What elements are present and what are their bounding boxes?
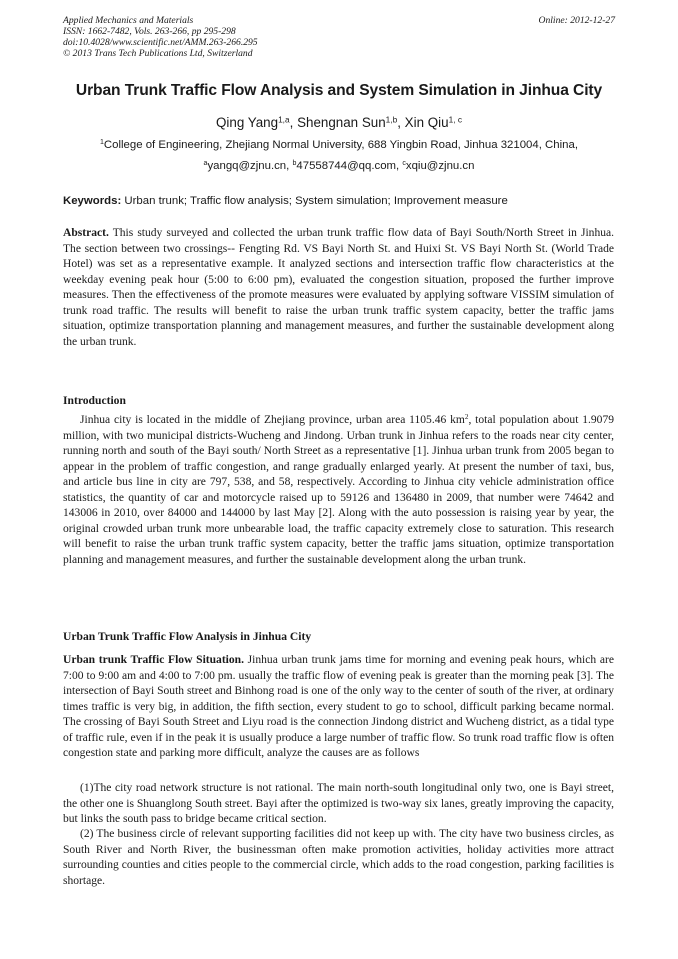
author-sup: 1,a [278, 114, 290, 125]
doi-line: doi:10.4028/www.scientific.net/AMM.263-266.295 [63, 37, 258, 48]
author-name: Qing Yang [216, 115, 279, 130]
keywords-text: Urban trunk; Traffic flow analysis; System simulation; Improvement measure [121, 195, 508, 207]
author-sup: 1,b [385, 114, 398, 125]
keywords [63, 195, 623, 207]
email-list: $^a$yangq@zjnu.cn, $^b$47558744@qq.com, $^c$xqiu@zjnu.cn [203, 160, 475, 172]
affiliation-text: College of Engineering, Zhejiang Normal University, 688 Yingbin Road, Jinhua 321004, China, [103, 139, 578, 151]
author-sup: 1, c [448, 114, 462, 125]
author-separator: , [397, 115, 405, 130]
intro-paragraph [63, 413, 614, 568]
email-sup: c [402, 160, 406, 168]
running-header [63, 15, 615, 59]
intro-text-cont: , total population about 1.9079 million, with two municipal districts-Wucheng and Jindong. Urban trunk in Jinhua refers to the roads near city center, running north and south of the Bayi south/ North Street as a representative [1]. Jinhua urban trunk from 2005 began to appear in the problem of traffic congestion, and range gradually enlarged yearly. At present the number of taxi, bus, and article bus line in city are 797, 538, and 58, respectively. According to Jinhua city vehicle administration office statistics, the quantity of car and motorcycle raised up to 59126 and 136480 in 2009, that number were 74642 and 143006 in 2010, over 84000 and 144000 by last May [2]. Along with the auto possession is raising year by year, the original crowded urban trunk more unbearable load, the traffic capacity extremely close to saturation. This research will benefit to raise the urban trunk traffic system capacity, better the traffic jams situation, optimize transportation planning and management measures, and further the sustainable development along the urban trunk. [63, 414, 614, 566]
author-list [40, 115, 638, 130]
area-unit-sup: 2 [464, 413, 469, 422]
affiliation [40, 139, 638, 151]
affiliation-sup: 1 [100, 139, 104, 147]
keywords-label: Keywords: [63, 195, 122, 207]
section-heading-introduction: Introduction [63, 394, 126, 407]
analysis-text: Jinhua urban trunk jams time for morning and evening peak hours, which are 7:00 to 9:00 am and 4:00 to 7:00 pm. usually the traffic flow of evening peak is greater than the morning peak [3]. The intersection of Bayi South street and Binhong road is one of the only way to the center of south of the river, at ordinary times traffic is very big, in addition, the fifth section, every student to go to school, difficult parking became normal. The crossing of Bayi South Street and Liyu road is the connection Jindong district and Wucheng district, as a tidal type of traffic rule, even if in the peak it is usually produce a large number of traffic flow. So trunk road traffic flow is often congestion state and parking more difficult, analyze the causes are as follows [63, 654, 614, 760]
abstract-label: Abstract. [63, 227, 109, 239]
cause-item-2: (2) The business circle of relevant supporting facilities did not keep up with. The city have two business circles, as South River and North River, the businessman often make promotion activities, holiday activities more attract surrounding counties and cities people to the commercial circle, which adds to the road congestion, parking facilities is shortage. [63, 828, 614, 887]
copyright-line: © 2013 Trans Tech Publications Ltd, Switzerland [63, 48, 253, 59]
author-name: Shengnan Sun [297, 115, 386, 130]
online-date: Online: 2012-12-27 [538, 15, 615, 26]
analysis-paragraph [63, 653, 614, 762]
abstract-text: This study surveyed and collected the urban trunk traffic flow data of Bayi South/North Street in Jinhua. The section between two crossings-- Fengting Rd. VS Bayi North St. and Huixi St. VS Bayi North St. (World Trade Hotel) was set as a representative example. It analyzed sections and intersection traffic flow characteristics at the weekday evening peak hour (5:00 to 6:00 pm), evaluated the congestion situation, proposed the further improve measures. Then the effectiveness of the promote measures were evaluated by applying software VISSIM simulation of trunk road traffic. The results will benefit to raise the urban trunk traffic system capacity, better the traffic jams situation, optimize transportation planning and management measures, and further the sustainable development along the urban trunk. [63, 227, 614, 348]
cause-item-1: (1)The city road network structure is not rational. The main north-south longitudinal only two, one is Bayi street, the other one is Shuanglong South street. Bayi after the optimized is two-way six lanes, greatly improving the capacity, but links the south pass to bridge became critical section. [63, 782, 614, 826]
run-in-heading: Urban trunk Traffic Flow Situation. [63, 654, 244, 666]
journal-name: Applied Mechanics and Materials [63, 15, 194, 26]
issn-line: ISSN: 1662-7482, Vols. 263-266, pp 295-298 [63, 26, 236, 37]
email-link[interactable]: 47558744@qq.com [296, 160, 397, 172]
email-sup: a [203, 160, 208, 168]
author-separator: , [289, 115, 298, 130]
paper-title: Urban Trunk Traffic Flow Analysis and System Simulation in Jinhua City [75, 82, 603, 99]
section-heading-analysis: Urban Trunk Traffic Flow Analysis in Jinhua City [63, 630, 312, 643]
author-name: Xin Qiu [404, 115, 449, 130]
email-link[interactable]: xqiu@zjnu.cn [405, 160, 475, 172]
abstract [63, 226, 614, 350]
email-link[interactable]: yangq@zjnu.cn [207, 160, 287, 172]
intro-text: Jinhua city is located in the middle of Zhejiang province, urban area 1105.46 km [80, 414, 465, 426]
email-sup: b [292, 160, 297, 168]
